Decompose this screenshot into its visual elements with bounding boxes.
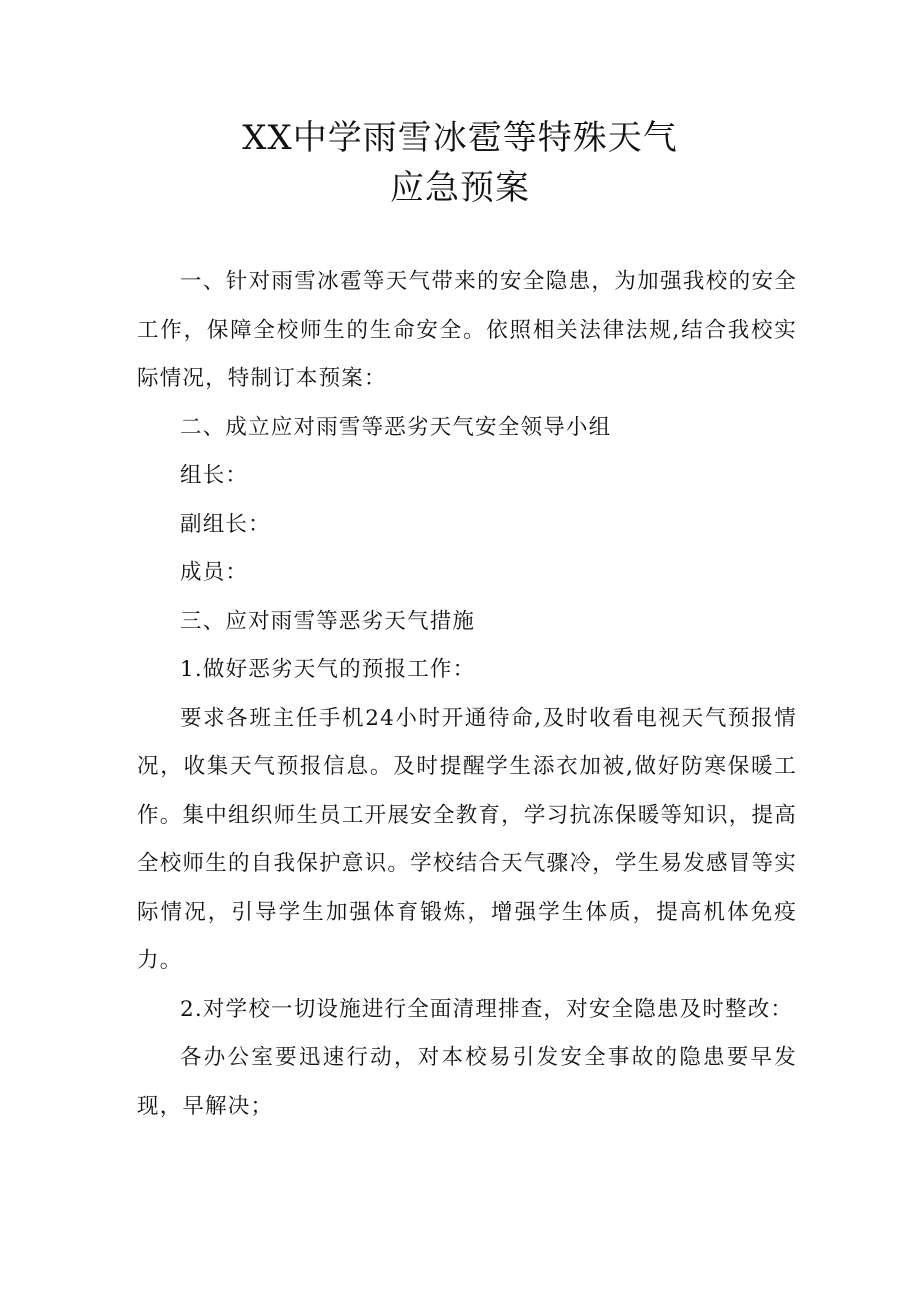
paragraph-section-two-heading: 二、成立应对雨雪等恶劣天气安全领导小组 (180, 414, 612, 440)
document-title-line-2: 应急预案 (390, 168, 530, 208)
document-title-line-1: XX中学雨雪冰雹等特殊天气 (242, 118, 678, 158)
paragraph-section-three-heading: 三、应对雨雪等恶劣天气措施 (180, 608, 476, 634)
paragraph-group-leader: 组长： (180, 463, 249, 488)
paragraph-purpose: 一、针对雨雪冰雹等天气带来的安全隐患，为加强我校的安全工作，保障全校师生的生命安全。依照相关法律法规,结合我校实际情况，特制订本预案： (137, 269, 797, 391)
document-body (137, 258, 797, 1131)
paragraph-measure-two-heading: 2.对学校一切设施进行全面清理排查，对安全隐患及时整改： (180, 996, 794, 1022)
paragraph-members: 成员： (180, 560, 249, 585)
paragraph-measure-one-heading: 1.做好恶劣天气的预报工作： (180, 657, 476, 682)
paragraph-measure-one-body: 要求各班主任手机24小时开通待命,及时收看电视天气预报情况，收集天气预报信息。及时提醒学生添衣加被,做好防寒保暖工作。集中组织师生员工开展安全教育，学习抗冻保暖等知识，提高全校师生的自我保护意识。学校结合天气骤冷，学生易发感冒等实际情况，引导学生加强体育锻炼，增强学生体质，提高机体免疫力。 (137, 705, 797, 973)
paragraph-deputy-leader: 副组长： (180, 511, 271, 537)
paragraph-measure-two-body: 各办公室要迅速行动，对本校易引发安全事故的隐患要早发现，早解决； (137, 1045, 797, 1119)
